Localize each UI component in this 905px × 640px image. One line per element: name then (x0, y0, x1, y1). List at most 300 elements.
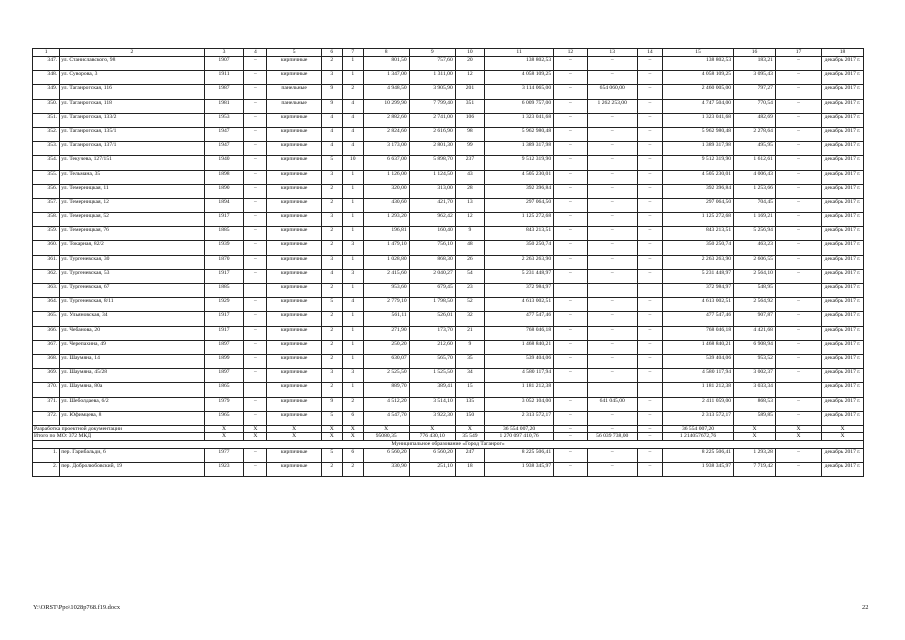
table-cell: 347. (33, 57, 60, 71)
table-cell: 9 512 319,90 (662, 156, 733, 170)
table-cell: – (244, 99, 267, 113)
table-cell: 1947 (204, 142, 244, 156)
table-cell: 2 801,30 (409, 142, 455, 156)
table-cell: 212,60 (409, 340, 455, 354)
table-row (33, 462, 864, 476)
table-cell: 1 169,21 (734, 213, 776, 227)
table-cell: – (587, 369, 637, 383)
table-cell: – (554, 354, 587, 368)
table-cell: – (637, 170, 662, 184)
table-cell (775, 284, 821, 298)
table-cell: – (587, 354, 637, 368)
table-cell: 237 (455, 156, 484, 170)
total-row (33, 433, 864, 441)
table-cell: 1987 (204, 85, 244, 99)
table-cell: – (775, 241, 821, 255)
table-cell: – (554, 99, 587, 113)
table-cell: 43 (455, 170, 484, 184)
table-cell: панельные (267, 99, 321, 113)
table-cell: – (637, 312, 662, 326)
table-cell (587, 383, 637, 397)
table-cell: – (244, 227, 267, 241)
table-cell: 201 (455, 85, 484, 99)
table-cell: 360. (33, 241, 60, 255)
table-cell: 843 213,51 (662, 227, 733, 241)
table-cell: декабрь 2017 г. (822, 113, 864, 127)
table-cell: 354. (33, 156, 60, 170)
table-cell: 421,70 (409, 198, 455, 212)
table-cell: 371. (33, 397, 60, 411)
table-cell: 8 225 506,41 (662, 448, 733, 462)
table-cell: – (244, 411, 267, 425)
table-cell: 1 (342, 255, 363, 269)
table-cell: – (775, 227, 821, 241)
table-cell: 1 468 840,21 (485, 340, 554, 354)
table-cell: 4 (342, 298, 363, 312)
table-cell: 2 (321, 462, 342, 476)
table-cell: 1 181 212,38 (485, 383, 554, 397)
table-cell: 2 (321, 326, 342, 340)
table-cell: 2. (33, 462, 60, 476)
table-cell: кирпичные (267, 383, 321, 397)
table-cell: 3 (321, 255, 342, 269)
table-cell: ул. Темерницкая, 11 (60, 184, 204, 198)
table-cell: – (637, 462, 662, 476)
table-cell: 160,40 (409, 227, 455, 241)
table-cell: 2 (342, 85, 363, 99)
table-cell: ул. Суворова, 3 (60, 71, 204, 85)
table-cell: 350 250,74 (485, 241, 554, 255)
table-cell: ул. Таганрогская, 116 (60, 85, 204, 99)
table-cell: 392 396,84 (485, 184, 554, 198)
table-cell: X (342, 425, 363, 433)
table-row (33, 241, 864, 255)
table-cell: кирпичные (267, 462, 321, 476)
table-cell: кирпичные (267, 340, 321, 354)
table-cell: – (775, 99, 821, 113)
column-number-header: 1 (33, 49, 60, 57)
table-cell: – (637, 227, 662, 241)
table-cell: 6 009 757,00 (485, 99, 554, 113)
table-cell: 5 (321, 298, 342, 312)
table-cell: 4 058 109,25 (662, 71, 733, 85)
table-cell: 2 525,50 (363, 369, 409, 383)
table-cell: 1 311,00 (409, 71, 455, 85)
table-cell: 5 256,94 (734, 227, 776, 241)
header-row (33, 49, 864, 57)
table-cell: 756,10 (409, 241, 455, 255)
table-cell: 2 278,64 (734, 127, 776, 141)
table-cell: 2 (321, 57, 342, 71)
table-cell: – (637, 127, 662, 141)
table-cell: 1 (342, 57, 363, 71)
table-cell: пер. Добролюбовский, 19 (60, 462, 204, 476)
table-cell: ул. Токарная, 82/2 (60, 241, 204, 255)
table-cell: – (587, 269, 637, 283)
table-cell: – (775, 448, 821, 462)
table-cell: 4 421,68 (734, 326, 776, 340)
table-cell: 6 908,94 (734, 340, 776, 354)
table-cell: 3 922,30 (409, 411, 455, 425)
column-number-header: 14 (637, 49, 662, 57)
table-cell: 13 (455, 198, 484, 212)
table-cell: 352. (33, 127, 60, 141)
table-body (33, 57, 864, 477)
table-cell: декабрь 2017 г. (822, 269, 864, 283)
table-cell: декабрь 2017 г. (822, 227, 864, 241)
table-cell: 1 938 345,97 (485, 462, 554, 476)
table-cell: 2 460 005,00 (662, 85, 733, 99)
table-cell: 2 779,10 (363, 298, 409, 312)
table-cell: ул. Станиславского, 98 (60, 57, 204, 71)
table-cell: 368. (33, 354, 60, 368)
table-cell: 1 (342, 71, 363, 85)
table-cell: – (775, 354, 821, 368)
table-cell: 1 (342, 383, 363, 397)
table-cell: 362. (33, 269, 60, 283)
table-cell: 3 (321, 71, 342, 85)
table-cell (587, 284, 637, 298)
table-cell: – (587, 198, 637, 212)
table-cell: кирпичные (267, 113, 321, 127)
table-cell: 1870 (204, 255, 244, 269)
table-cell: 889,70 (363, 383, 409, 397)
table-cell: 641 045,00 (587, 397, 637, 411)
table-cell: X (363, 425, 409, 433)
table-cell: 12 (455, 213, 484, 227)
table-row (33, 298, 864, 312)
table-cell: 589,85 (734, 411, 776, 425)
table-cell: – (775, 213, 821, 227)
table-cell: 526,01 (409, 312, 455, 326)
table-cell: 10 (342, 156, 363, 170)
table-row (33, 127, 864, 141)
table-cell: декабрь 2017 г. (822, 312, 864, 326)
table-cell: 9 (455, 340, 484, 354)
table-cell: 95080,35 (363, 433, 409, 441)
table-cell: 355. (33, 170, 60, 184)
table-cell: 561,11 (363, 312, 409, 326)
table-cell: 5 898,70 (409, 156, 455, 170)
table-cell: 477 547,46 (485, 312, 554, 326)
table-cell: декабрь 2017 г. (822, 99, 864, 113)
table-cell: X (822, 433, 864, 441)
table-cell: 356. (33, 184, 60, 198)
table-cell: – (244, 340, 267, 354)
table-cell: – (554, 71, 587, 85)
table-cell: 320,00 (363, 184, 409, 198)
section-title: Муниципальное образование «Город Таганрог» (33, 441, 864, 449)
table-cell: 48 (455, 241, 484, 255)
table-cell: 35 549 (455, 433, 484, 441)
table-cell: 1917 (204, 213, 244, 227)
table-cell: – (587, 462, 637, 476)
table-cell: кирпичные (267, 170, 321, 184)
table-cell: 297 064,50 (485, 198, 554, 212)
table-cell: 2 (342, 397, 363, 411)
table-cell: – (554, 127, 587, 141)
table-cell (554, 383, 587, 397)
table-cell: декабрь 2017 г. (822, 142, 864, 156)
table-cell: – (554, 184, 587, 198)
table-cell: 173,70 (409, 326, 455, 340)
table-cell: ул. Шаумяна, 14 (60, 354, 204, 368)
table-cell: декабрь 2017 г. (822, 57, 864, 71)
table-row (33, 156, 864, 170)
table-cell: кирпичные (267, 57, 321, 71)
table-cell: 5 (321, 156, 342, 170)
table-row (33, 85, 864, 99)
table-cell: – (554, 462, 587, 476)
table-cell: 868,53 (734, 397, 776, 411)
table-cell: 565,70 (409, 354, 455, 368)
table-row (33, 227, 864, 241)
table-row (33, 255, 864, 269)
table-cell: кирпичные (267, 411, 321, 425)
column-numbers-header (33, 49, 864, 57)
table-cell: – (637, 425, 662, 433)
table-cell: – (244, 57, 267, 71)
table-cell: 953,52 (734, 354, 776, 368)
table-cell: – (637, 298, 662, 312)
table-cell: – (775, 255, 821, 269)
table-cell (244, 284, 267, 298)
table-cell: 797,27 (734, 85, 776, 99)
table-cell: 539 404,06 (485, 354, 554, 368)
table-cell: – (587, 227, 637, 241)
table-cell: 330,90 (363, 462, 409, 476)
table-cell (775, 383, 821, 397)
table-cell: 4 (321, 127, 342, 141)
table-cell: 1981 (204, 99, 244, 113)
table-cell: – (775, 57, 821, 71)
table-cell: 477 547,46 (662, 312, 733, 326)
capital-repair-table (32, 48, 864, 477)
table-cell: – (244, 462, 267, 476)
table-cell: 1 (342, 312, 363, 326)
table-cell: 54 (455, 269, 484, 283)
table-cell: 36 554 007,20 (485, 425, 554, 433)
table-cell: 5 231 448,97 (662, 269, 733, 283)
table-cell: 5 962 980,48 (662, 127, 733, 141)
table-cell: 7 719,42 (734, 462, 776, 476)
table-cell: 4 (342, 99, 363, 113)
table-cell: пер. Гарибальди, 6 (60, 448, 204, 462)
table-cell: 1898 (204, 170, 244, 184)
table-cell: 3 514,10 (409, 397, 455, 411)
table-cell: 907,87 (734, 312, 776, 326)
table-cell: 2 415,60 (363, 269, 409, 283)
table-cell: – (637, 71, 662, 85)
table-cell: – (587, 71, 637, 85)
table-cell: 1 (342, 170, 363, 184)
table-cell: 135 (455, 397, 484, 411)
table-cell: 52 (455, 298, 484, 312)
table-cell: – (637, 397, 662, 411)
table-cell: 1929 (204, 298, 244, 312)
table-cell: 3 (342, 241, 363, 255)
table-cell: декабрь 2017 г. (822, 184, 864, 198)
table-cell: ул. Тургеневская, 53 (60, 269, 204, 283)
table-cell: 1 (342, 227, 363, 241)
table-cell: декабрь 2017 г. (822, 298, 864, 312)
table-cell: 351. (33, 113, 60, 127)
table-cell: 361. (33, 255, 60, 269)
table-cell: ул. Темерницкая, 52 (60, 213, 204, 227)
table-cell: ул. Тургеневская, 30 (60, 255, 204, 269)
table-cell: – (775, 411, 821, 425)
table-cell: – (775, 462, 821, 476)
table-cell: 313,00 (409, 184, 455, 198)
table-cell: кирпичные (267, 213, 321, 227)
table-cell: X (267, 425, 321, 433)
table-cell: 21 (455, 326, 484, 340)
table-cell: – (244, 213, 267, 227)
table-cell: 1939 (204, 241, 244, 255)
column-number-header: 7 (342, 49, 363, 57)
table-cell: 4 (342, 127, 363, 141)
table-cell: 1885 (204, 284, 244, 298)
table-cell: 2 (321, 284, 342, 298)
table-cell: декабрь 2017 г. (822, 383, 864, 397)
table-cell: 23 (455, 284, 484, 298)
column-number-header: 12 (554, 49, 587, 57)
table-cell: 1 612,61 (734, 156, 776, 170)
table-cell: 4 547,70 (363, 411, 409, 425)
table-cell: – (244, 255, 267, 269)
column-number-header: 11 (485, 49, 554, 57)
table-cell: 1890 (204, 184, 244, 198)
table-cell: – (775, 85, 821, 99)
table-row (33, 284, 864, 298)
table-cell: 1953 (204, 113, 244, 127)
table-cell: 2 606,55 (734, 255, 776, 269)
table-cell: – (244, 170, 267, 184)
table-cell: 679,45 (409, 284, 455, 298)
table-cell: – (637, 269, 662, 283)
table-cell: 196,81 (363, 227, 409, 241)
page-number: 22 (862, 604, 869, 611)
column-number-header: 2 (60, 49, 204, 57)
table-cell: – (554, 425, 587, 433)
table-cell: декабрь 2017 г. (822, 284, 864, 298)
table-cell: кирпичные (267, 269, 321, 283)
table-cell: – (554, 298, 587, 312)
table-cell: кирпичные (267, 198, 321, 212)
table-row (33, 369, 864, 383)
table-cell: 138 802,53 (485, 57, 554, 71)
table-cell: – (554, 198, 587, 212)
table-cell: X (775, 433, 821, 441)
table-cell: – (244, 397, 267, 411)
table-cell: 251,10 (409, 462, 455, 476)
table-cell: – (244, 85, 267, 99)
table-cell: 4 580 117,94 (662, 369, 733, 383)
table-cell: декабрь 2017 г. (822, 170, 864, 184)
table-cell: 247 (455, 448, 484, 462)
table-cell: 1 468 840,21 (662, 340, 733, 354)
table-cell: 1917 (204, 326, 244, 340)
table-cell: – (587, 170, 637, 184)
table-cell: ул. Таганрогская, 133/2 (60, 113, 204, 127)
table-cell: 6 637,00 (363, 156, 409, 170)
table-cell: – (637, 241, 662, 255)
table-cell: 463,23 (734, 241, 776, 255)
table-cell: декабрь 2017 г. (822, 326, 864, 340)
table-cell: 1 (342, 184, 363, 198)
table-cell: 2 (321, 227, 342, 241)
table-cell: 495,95 (734, 142, 776, 156)
table-cell: 482,69 (734, 113, 776, 127)
table-cell: – (554, 411, 587, 425)
table-cell: – (637, 448, 662, 462)
table-cell: X (204, 425, 244, 433)
table-cell: 776 430,10 (409, 433, 455, 441)
table-cell: 5 962 980,48 (485, 127, 554, 141)
table-cell: – (637, 156, 662, 170)
table-cell: кирпичные (267, 255, 321, 269)
table-row (33, 198, 864, 212)
table-cell: 2 (321, 312, 342, 326)
table-cell: 297 064,50 (662, 198, 733, 212)
table-row (33, 312, 864, 326)
table-cell: 2 741,00 (409, 113, 455, 127)
table-cell: 5 (321, 411, 342, 425)
table-cell: 56 039 738,00 (587, 433, 637, 441)
table-cell: 1907 (204, 57, 244, 71)
table-cell: 3 002,37 (734, 369, 776, 383)
table-cell: кирпичные (267, 184, 321, 198)
table-cell: декабрь 2017 г. (822, 255, 864, 269)
table-cell: декабрь 2017 г. (822, 156, 864, 170)
table-cell: – (637, 57, 662, 71)
table-cell: 367. (33, 340, 60, 354)
table-cell: – (775, 326, 821, 340)
table-cell: X (321, 433, 342, 441)
table-cell: 3 052 104,00 (485, 397, 554, 411)
table-cell: – (244, 127, 267, 141)
table-cell: ул. Таганрогская, 137/1 (60, 142, 204, 156)
table-cell: X (775, 425, 821, 433)
table-cell: – (637, 340, 662, 354)
table-cell: 4 505 230,01 (485, 170, 554, 184)
table-cell: 757,60 (409, 57, 455, 71)
table-cell: 4 613 002,51 (485, 298, 554, 312)
table-cell: 15 (455, 383, 484, 397)
table-cell: кирпичные (267, 227, 321, 241)
table-cell: – (244, 142, 267, 156)
table-cell (637, 284, 662, 298)
table-cell: декабрь 2017 г. (822, 127, 864, 141)
table-cell: 353. (33, 142, 60, 156)
table-cell: 3 (342, 369, 363, 383)
table-row (33, 269, 864, 283)
column-number-header: 8 (363, 49, 409, 57)
table-cell: 1 (342, 326, 363, 340)
table-cell: 1 124,50 (409, 170, 455, 184)
table-cell: 1 (342, 198, 363, 212)
table-cell: X (321, 425, 342, 433)
table-cell: 9 512 319,90 (485, 156, 554, 170)
table-cell: 357. (33, 198, 60, 212)
table-cell: декабрь 2017 г. (822, 213, 864, 227)
table-cell: – (775, 170, 821, 184)
table-cell: 98 (455, 127, 484, 141)
table-cell: 250,20 (363, 340, 409, 354)
table-cell: – (637, 113, 662, 127)
table-cell: – (244, 312, 267, 326)
table-cell (637, 383, 662, 397)
